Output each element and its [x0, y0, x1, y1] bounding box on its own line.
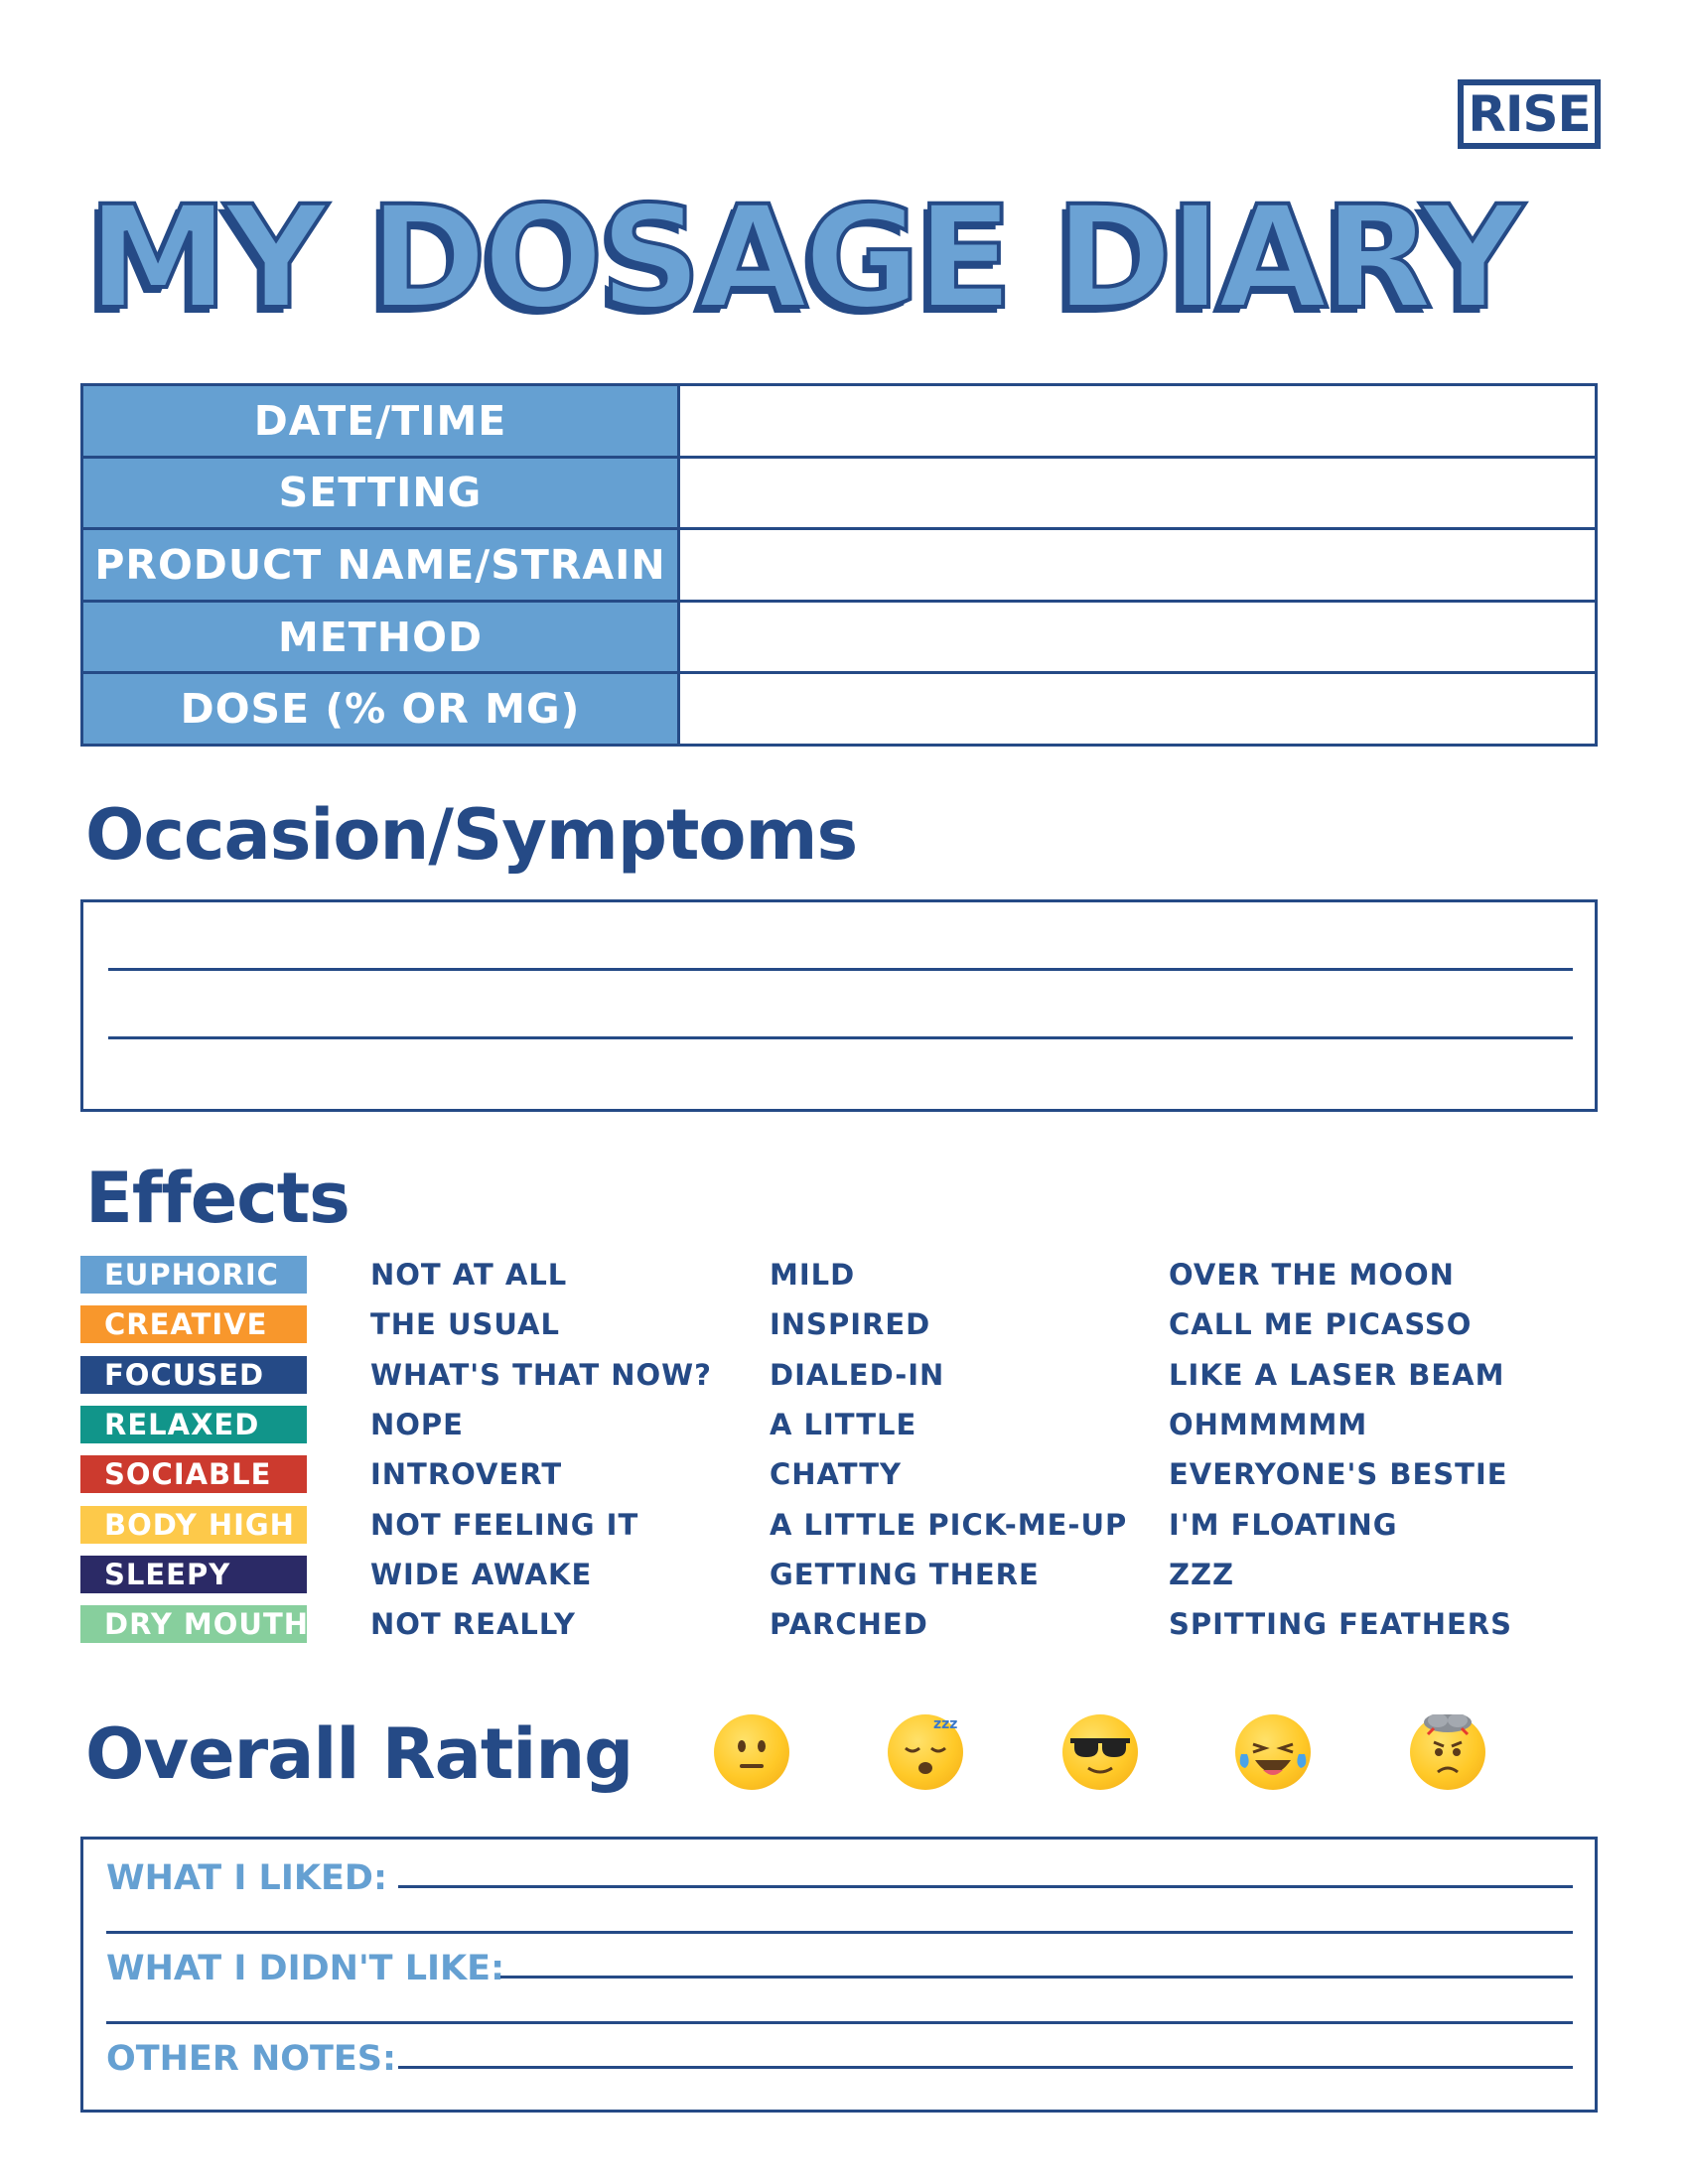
effect-option[interactable]: EVERYONE'S BESTIE	[1169, 1457, 1508, 1491]
effect-badge-dry-mouth: DRY MOUTH	[80, 1605, 307, 1643]
sleeping-face-icon[interactable]	[888, 1714, 963, 1790]
info-field-setting[interactable]	[679, 457, 1597, 529]
effect-badge-sleepy: SLEEPY	[80, 1556, 307, 1593]
effect-option[interactable]: MILD	[770, 1258, 856, 1292]
effect-option[interactable]: SPITTING FEATHERS	[1169, 1607, 1513, 1641]
info-label-method: METHOD	[82, 601, 679, 673]
liked-label: WHAT I LIKED:	[106, 1858, 387, 1898]
info-field-date-time[interactable]	[679, 385, 1597, 458]
effect-badge-sociable: SOCIABLE	[80, 1455, 307, 1493]
effect-option[interactable]: INTROVERT	[370, 1457, 563, 1491]
notes-divider-1	[106, 1931, 1573, 1934]
disliked-line[interactable]	[500, 1976, 1573, 1979]
effect-option[interactable]: INSPIRED	[770, 1307, 931, 1341]
effect-option[interactable]: NOT AT ALL	[370, 1258, 568, 1292]
occasion-heading: Occasion/Symptoms	[85, 794, 858, 876]
info-label-setting: SETTING	[82, 457, 679, 529]
effects-heading: Effects	[85, 1158, 350, 1239]
effect-option[interactable]: WIDE AWAKE	[370, 1558, 593, 1591]
info-table	[80, 383, 1598, 747]
exploding-head-icon[interactable]	[1410, 1714, 1485, 1790]
effect-option[interactable]: ZZZ	[1169, 1558, 1235, 1591]
disliked-label: WHAT I DIDN'T LIKE:	[106, 1949, 505, 1988]
liked-line[interactable]	[398, 1885, 1573, 1888]
laughing-tears-face-icon[interactable]	[1235, 1714, 1311, 1790]
effect-option[interactable]: OVER THE MOON	[1169, 1258, 1455, 1292]
effect-option[interactable]: OHMMMMM	[1169, 1408, 1368, 1441]
effect-option[interactable]: PARCHED	[770, 1607, 928, 1641]
info-field-product[interactable]	[679, 529, 1597, 602]
effect-option[interactable]: WHAT'S THAT NOW?	[370, 1358, 712, 1392]
effect-option[interactable]: A LITTLE PICK-ME-UP	[770, 1508, 1128, 1542]
effect-badge-creative: CREATIVE	[80, 1305, 307, 1343]
info-row-setting	[82, 457, 1597, 529]
rating-heading: Overall Rating	[85, 1713, 633, 1795]
effect-badge-focused: FOCUSED	[80, 1356, 307, 1394]
notes-divider-2	[106, 2021, 1573, 2024]
info-row-date-time	[82, 385, 1597, 458]
effect-option[interactable]: I'M FLOATING	[1169, 1508, 1398, 1542]
effect-option[interactable]: NOT REALLY	[370, 1607, 576, 1641]
effect-option[interactable]: NOT FEELING IT	[370, 1508, 639, 1542]
occasion-box[interactable]	[80, 899, 1598, 1112]
occasion-line-1	[108, 968, 1573, 971]
effect-option[interactable]: DIALED-IN	[770, 1358, 945, 1392]
neutral-face-icon[interactable]	[714, 1714, 789, 1790]
svg-text:zzz: zzz	[933, 1716, 958, 1732]
effect-option[interactable]: LIKE A LASER BEAM	[1169, 1358, 1505, 1392]
occasion-line-2	[108, 1036, 1573, 1039]
effect-option[interactable]: CHATTY	[770, 1457, 902, 1491]
effect-option[interactable]: A LITTLE	[770, 1408, 917, 1441]
effect-badge-body-high: BODY HIGH	[80, 1506, 307, 1544]
effect-badge-euphoric: EUPHORIC	[80, 1256, 307, 1294]
info-row-product	[82, 529, 1597, 602]
notes-box	[80, 1837, 1598, 2113]
sunglasses-face-icon[interactable]	[1062, 1714, 1138, 1790]
info-label-dose: DOSE (% OR MG)	[82, 673, 679, 746]
other-notes-line[interactable]	[398, 2066, 1573, 2069]
effect-option[interactable]: THE USUAL	[370, 1307, 560, 1341]
info-row-method	[82, 601, 1597, 673]
effect-badge-relaxed: RELAXED	[80, 1406, 307, 1443]
rise-logo: RISE	[1458, 79, 1601, 149]
effect-option[interactable]: GETTING THERE	[770, 1558, 1040, 1591]
effect-option[interactable]: NOPE	[370, 1408, 464, 1441]
info-row-dose	[82, 673, 1597, 746]
info-field-dose[interactable]	[679, 673, 1597, 746]
info-field-method[interactable]	[679, 601, 1597, 673]
other-notes-label: OTHER NOTES:	[106, 2039, 396, 2079]
page-title: MY DOSAGE DIARY	[87, 175, 1520, 341]
info-label-date-time: DATE/TIME	[82, 385, 679, 458]
info-label-product: PRODUCT NAME/STRAIN	[82, 529, 679, 602]
effect-option[interactable]: CALL ME PICASSO	[1169, 1307, 1473, 1341]
